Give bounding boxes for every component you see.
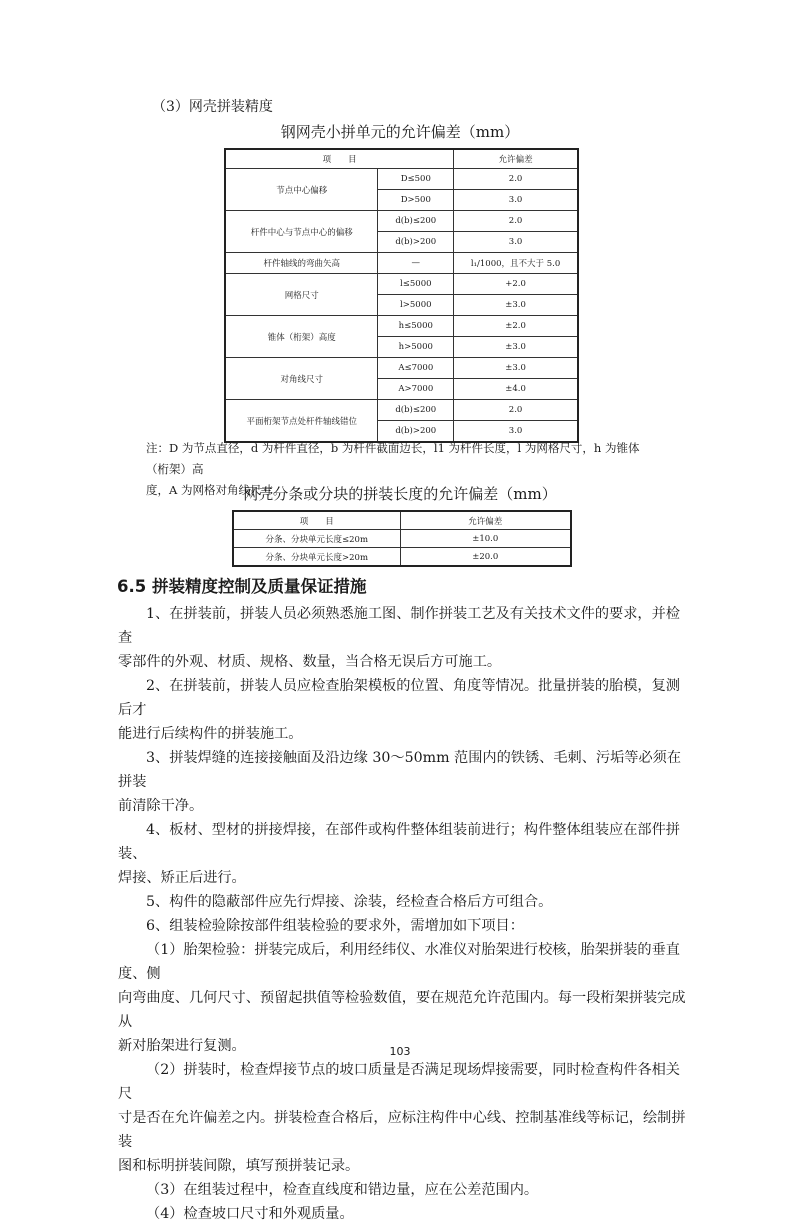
- condition: A≤7000: [378, 358, 454, 379]
- paragraph-line: （3）在组装过程中，检查直线度和错边量，应在公差范围内。: [146, 1182, 539, 1198]
- item-name: 锥体（桁架）高度: [225, 316, 378, 358]
- table-row: [225, 358, 578, 379]
- note-line: 度，A 为网格对角线尺寸。: [146, 483, 285, 497]
- item-name: 网格尺寸: [225, 274, 378, 316]
- section-title: 6.5 拼装精度控制及质量保证措施: [117, 577, 367, 596]
- paragraph-line: 向弯曲度、几何尺寸、预留起拱值等检验数值，要在规范允许范围内。每一段桁架拼装完成从: [118, 990, 686, 1030]
- paragraph-line: 寸是否在允许偏差之内。拼装检查合格后，应标注构件中心线、控制基准线等标记，绘制拼装: [118, 1110, 686, 1150]
- condition: D>500: [378, 190, 454, 211]
- paragraph-line: 零部件的外观、材质、规格、数量，当合格无误后方可施工。: [118, 654, 502, 670]
- paragraph-line: 3、拼装焊缝的连接接触面及沿边缘 30～50mm 范围内的铁锈、毛刺、污垢等必须在拼装: [118, 750, 682, 790]
- condition: h>5000: [378, 337, 454, 358]
- value: 3.0: [454, 232, 578, 253]
- header-item: 项 目: [233, 511, 400, 530]
- value: 2.0: [454, 211, 578, 232]
- value: ±20.0: [400, 548, 571, 567]
- paragraph-line: （1）胎架检验：拼装完成后，利用经纬仪、水准仪对胎架进行校核，胎架拼装的垂直度、侧: [118, 942, 680, 982]
- paragraph-line: 前清除干净。: [118, 798, 204, 814]
- table1-caption: 钢网壳小拼单元的允许偏差（mm）: [280, 123, 520, 141]
- value: 3.0: [454, 421, 578, 443]
- table-row: [225, 211, 578, 232]
- item-name: 对角线尺寸: [225, 358, 378, 400]
- paragraph-line: 6、组装检验除按部件组装检验的要求外，需增加如下项目：: [146, 918, 524, 934]
- table-header-row: [233, 511, 571, 530]
- paragraph-line: 能进行后续构件的拼装施工。: [118, 726, 303, 742]
- paragraph-line: 2、在拼装前，拼装人员应检查胎架模板的位置、角度等情况。批量拼装的胎模，复测后才: [118, 678, 680, 718]
- item-name: 节点中心偏移: [225, 169, 378, 211]
- item-name: 杆件中心与节点中心的偏移: [225, 211, 378, 253]
- item-name: 平面桁架节点处杆件轴线错位: [225, 400, 378, 443]
- table-header-row: [225, 149, 578, 169]
- item-name: 分条、分块单元长度≤20m: [233, 530, 400, 548]
- table-row: [233, 530, 571, 548]
- header-allow: 允许偏差: [454, 149, 578, 169]
- value: ±2.0: [454, 316, 578, 337]
- paragraph-line: 焊接、矫正后进行。: [118, 870, 246, 886]
- table-row: [233, 548, 571, 567]
- header-item: 项 目: [225, 149, 454, 169]
- condition: A>7000: [378, 379, 454, 400]
- condition: l>5000: [378, 295, 454, 316]
- condition: d(b)>200: [378, 421, 454, 443]
- table-row: [225, 400, 578, 421]
- value: 3.0: [454, 190, 578, 211]
- paragraph-line: （4）检查坡口尺寸和外观质量。: [146, 1206, 354, 1222]
- tolerance-table-segments: [232, 510, 572, 567]
- item-name: 杆件轴线的弯曲矢高: [225, 253, 378, 274]
- paragraph-line: （2）拼装时，检查焊接节点的坡口质量是否满足现场焊接需要，同时检查构件各相关尺: [118, 1062, 680, 1102]
- condition: —: [378, 253, 454, 274]
- value: ±4.0: [454, 379, 578, 400]
- value: ±3.0: [454, 337, 578, 358]
- table-row: [225, 169, 578, 190]
- value: +2.0: [454, 274, 578, 295]
- paragraph-line: 图和标明拼装间隙，填写预拼装记录。: [118, 1158, 360, 1174]
- item-name: 分条、分块单元长度>20m: [233, 548, 400, 567]
- note-line: 注：D 为节点直径，d 为杆件直径，b 为杆件截面边长，l1 为杆件长度，l 为网格尺寸，h 为锥体（桁架）高: [146, 441, 640, 476]
- paragraph-line: 5、构件的隐蔽部件应先行焊接、涂装，经检查合格后方可组合。: [146, 894, 553, 910]
- value: ±3.0: [454, 295, 578, 316]
- value: ±3.0: [454, 358, 578, 379]
- table-row: [225, 253, 578, 274]
- paragraph-line: 新对胎架进行复测。: [118, 1038, 246, 1054]
- table-row: [225, 274, 578, 295]
- value: l₁/1000，且不大于 5.0: [454, 253, 578, 274]
- condition: D≤500: [378, 169, 454, 190]
- table2-caption: 网壳分条或分块的拼装长度的允许偏差（mm）: [243, 485, 557, 503]
- value: ±10.0: [400, 530, 571, 548]
- condition: h≤5000: [378, 316, 454, 337]
- paragraph-line: 4、板材、型材的拼接焊接，在部件或构件整体组装前进行；构件整体组装应在部件拼装、: [118, 822, 680, 862]
- condition: l≤5000: [378, 274, 454, 295]
- body-text: [118, 602, 690, 1226]
- value: 2.0: [454, 400, 578, 421]
- condition: d(b)≤200: [378, 211, 454, 232]
- table-row: [225, 316, 578, 337]
- paragraph-line: 1、在拼装前，拼装人员必须熟悉施工图、制作拼装工艺及有关技术文件的要求，并检查: [118, 606, 680, 646]
- condition: d(b)>200: [378, 232, 454, 253]
- condition: d(b)≤200: [378, 400, 454, 421]
- value: 2.0: [454, 169, 578, 190]
- tolerance-table-small-units: [224, 148, 579, 443]
- page-number: 103: [389, 1045, 411, 1058]
- subsection-heading: （3）网壳拼装精度: [152, 99, 273, 115]
- header-allow: 允许偏差: [400, 511, 571, 530]
